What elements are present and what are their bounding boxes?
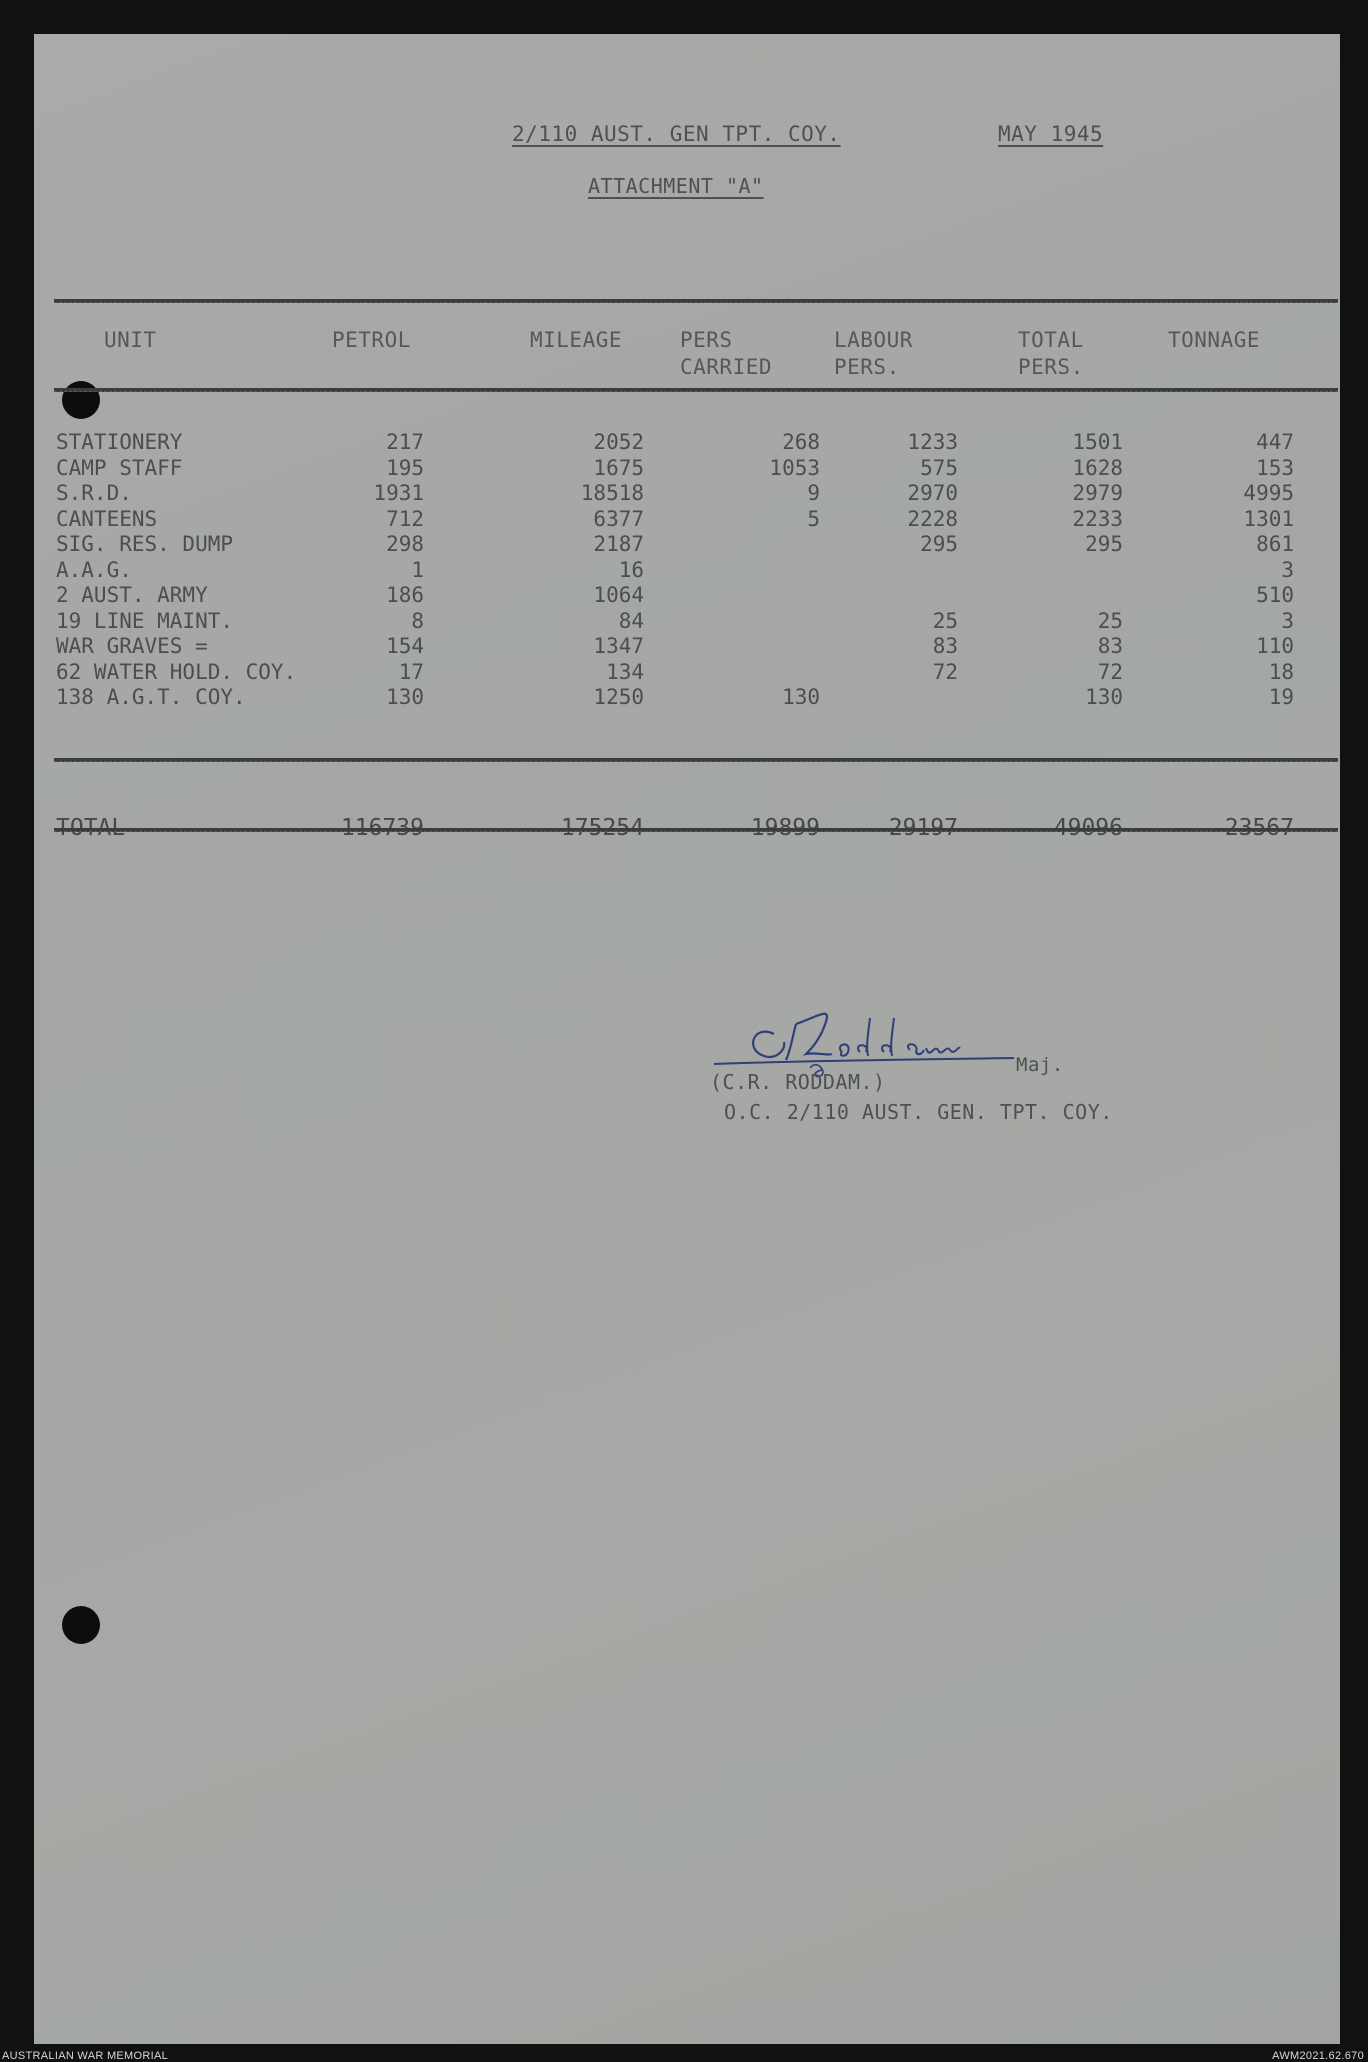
- table-row: [34, 634, 1340, 660]
- unit-cell: CAMP STAFF: [56, 455, 183, 480]
- unit-cell: SIG. RES. DUMP: [56, 532, 234, 556]
- mileage-cell: 1064: [593, 583, 644, 607]
- col-header-petrol: PETROL: [332, 328, 411, 352]
- total-pers-cell: 83: [1097, 634, 1123, 658]
- total-pers-cell: 72: [1097, 659, 1123, 684]
- petrol-cell: 186: [386, 583, 424, 607]
- col-header-labour-line2: PERS.: [834, 355, 900, 379]
- unit-cell: 62 WATER HOLD. COY.: [56, 659, 297, 684]
- mileage-cell: 1250: [593, 685, 644, 709]
- pers-carried-cell: 268: [782, 430, 820, 454]
- mileage-cell: 6377: [593, 506, 644, 531]
- totals-top-rule: [54, 758, 1338, 762]
- table-row: [34, 558, 1340, 584]
- col-header-pers-carried-line1: PERS: [680, 328, 733, 352]
- petrol-cell: 712: [386, 506, 424, 531]
- col-header-total-pers: [1018, 327, 1084, 381]
- mileage-cell: 84: [618, 608, 644, 633]
- labour-cell: 295: [920, 532, 958, 556]
- petrol-cell: 8: [411, 608, 424, 633]
- col-header-mileage: MILEAGE: [530, 328, 623, 352]
- table-row: [34, 430, 1340, 456]
- tonnage-cell: 3: [1281, 557, 1294, 582]
- table-row: [34, 481, 1340, 507]
- tonnage-cell: 4995: [1243, 481, 1294, 505]
- mileage-cell: 1675: [593, 455, 644, 480]
- table-row: [34, 660, 1340, 686]
- petrol-cell: 1: [411, 557, 424, 582]
- table-row: [34, 532, 1340, 558]
- tonnage-cell: 1301: [1243, 506, 1294, 531]
- unit-cell: 138 A.G.T. COY.: [56, 685, 246, 709]
- petrol-cell: 298: [386, 532, 424, 556]
- table-row: [34, 456, 1340, 482]
- company-heading: 2/110 AUST. GEN TPT. COY.: [512, 122, 841, 146]
- tonnage-cell: 510: [1256, 583, 1294, 607]
- unit-cell: CANTEENS: [56, 506, 158, 531]
- mileage-cell: 134: [606, 659, 644, 684]
- unit-cell: STATIONERY: [56, 430, 183, 454]
- tonnage-cell: 110: [1256, 634, 1294, 658]
- signatory-title: O.C. 2/110 AUST. GEN. TPT. COY.: [724, 1100, 1113, 1124]
- table-row: [34, 609, 1340, 635]
- table-row: [34, 685, 1340, 711]
- unit-cell: 2 AUST. ARMY: [56, 583, 208, 607]
- labour-cell: 25: [932, 608, 958, 633]
- col-header-total-line2: PERS.: [1018, 355, 1084, 379]
- report-date: MAY 1945: [998, 122, 1104, 146]
- table-row: [34, 583, 1340, 609]
- archive-label: AUSTRALIAN WAR MEMORIAL: [2, 2050, 169, 2062]
- tonnage-cell: 18: [1268, 659, 1294, 684]
- pers-carried-cell: 5: [807, 506, 820, 531]
- total-pers-cell: 1501: [1072, 430, 1123, 454]
- signatory-name: (C.R. RODDAM.): [710, 1070, 886, 1094]
- col-header-total-line1: TOTAL: [1018, 328, 1084, 352]
- col-header-tonnage: TONNAGE: [1168, 328, 1261, 352]
- labour-cell: 2970: [907, 481, 958, 505]
- mileage-cell: 18518: [580, 481, 644, 505]
- petrol-cell: 17: [398, 659, 424, 684]
- total-pers-cell: 2979: [1072, 481, 1123, 505]
- tonnage-cell: 447: [1256, 430, 1294, 454]
- unit-cell: A.A.G.: [56, 557, 132, 582]
- tonnage-cell: 861: [1256, 532, 1294, 556]
- attachment-heading: ATTACHMENT "A": [588, 174, 764, 198]
- header-bottom-rule: [54, 388, 1338, 392]
- unit-cell: 19 LINE MAINT.: [56, 608, 234, 633]
- punch-hole-bottom: [62, 1606, 100, 1644]
- data-table: [34, 430, 1340, 711]
- table-row: [34, 507, 1340, 533]
- mileage-cell: 1347: [593, 634, 644, 658]
- punch-hole-top: [62, 381, 100, 419]
- petrol-cell: 217: [386, 430, 424, 454]
- col-header-unit: UNIT: [104, 328, 157, 352]
- labour-cell: 72: [932, 659, 958, 684]
- labour-cell: 2228: [907, 506, 958, 531]
- header-top-rule: [54, 299, 1338, 303]
- total-pers-cell: 25: [1097, 608, 1123, 633]
- total-pers-cell: 130: [1085, 685, 1123, 709]
- document-page: [34, 34, 1340, 2044]
- petrol-cell: 1931: [373, 481, 424, 505]
- pers-carried-cell: 1053: [769, 455, 820, 480]
- petrol-cell: 130: [386, 685, 424, 709]
- col-header-pers-carried-line2: CARRIED: [680, 355, 773, 379]
- mileage-cell: 2187: [593, 532, 644, 556]
- signatory-rank: Maj.: [1016, 1054, 1064, 1076]
- totals-bottom-rule: [54, 828, 1338, 832]
- mileage-cell: 2052: [593, 430, 644, 454]
- petrol-cell: 195: [386, 455, 424, 480]
- pers-carried-cell: 130: [782, 685, 820, 709]
- unit-cell: WAR GRAVES =: [56, 634, 208, 658]
- col-header-labour-pers: [834, 327, 913, 381]
- total-pers-cell: 1628: [1072, 455, 1123, 480]
- unit-cell: S.R.D.: [56, 481, 132, 505]
- labour-cell: 83: [932, 634, 958, 658]
- total-pers-cell: 295: [1085, 532, 1123, 556]
- labour-cell: 575: [920, 455, 958, 480]
- pers-carried-cell: 9: [807, 481, 820, 505]
- mileage-cell: 16: [618, 557, 644, 582]
- labour-cell: 1233: [907, 430, 958, 454]
- col-header-labour-line1: LABOUR: [834, 328, 913, 352]
- col-header-pers-carried: [680, 327, 772, 381]
- total-pers-cell: 2233: [1072, 506, 1123, 531]
- tonnage-cell: 3: [1281, 608, 1294, 633]
- tonnage-cell: 153: [1256, 455, 1294, 480]
- tonnage-cell: 19: [1268, 685, 1294, 709]
- petrol-cell: 154: [386, 634, 424, 658]
- archive-reference: AWM2021.62.670: [1272, 2050, 1364, 2062]
